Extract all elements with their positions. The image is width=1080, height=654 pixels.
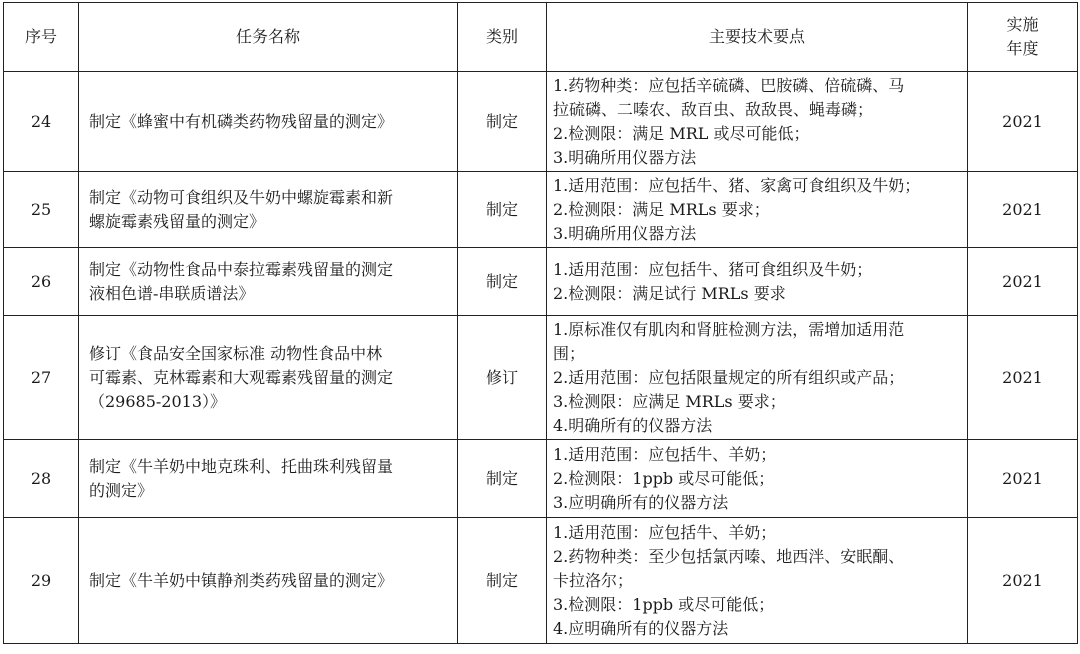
row-no: 28 xyxy=(4,440,79,518)
row-type: 制定 xyxy=(458,248,547,316)
tech-point-line: 卡拉洛尔； xyxy=(553,570,634,590)
row-no: 24 xyxy=(4,72,79,172)
tech-point-line: 4.明确所有的仪器方法 xyxy=(553,415,713,435)
row-year: 2021 xyxy=(968,440,1078,518)
row-tech-points xyxy=(547,440,968,518)
table-row xyxy=(4,172,1078,248)
row-year: 2021 xyxy=(968,72,1078,172)
row-task-name xyxy=(79,172,458,248)
row-year: 2021 xyxy=(968,316,1078,440)
task-name-line: 制定《蜂蜜中有机磷类药物残留量的测定》 xyxy=(89,111,394,131)
table-row xyxy=(4,316,1078,440)
tech-point-line: 3.应明确所有的仪器方法 xyxy=(553,492,729,512)
header-points: 主要技术要点 xyxy=(547,3,968,72)
row-tech-points xyxy=(547,248,968,316)
row-task-name xyxy=(79,72,458,172)
tech-point-line: 1.适用范围：应包括牛、羊奶； xyxy=(553,522,777,542)
tech-point-line: 2.检测限：1ppb 或尽可能低； xyxy=(553,468,775,488)
row-tech-points xyxy=(547,316,968,440)
row-no: 26 xyxy=(4,248,79,316)
task-name-line: 制定《动物性食品中泰拉霉素残留量的测定 xyxy=(89,259,394,279)
tech-point-line: 3.明确所用仪器方法 xyxy=(553,147,697,167)
header-task: 任务名称 xyxy=(79,3,458,72)
task-name-line: （29685-2013）》 xyxy=(89,391,227,411)
tech-point-line: 1.原标准仅有肌肉和肾脏检测方法，需增加适用范 xyxy=(553,319,905,339)
task-name-line: 修订《食品安全国家标准 动物性食品中林 xyxy=(89,343,383,363)
header-type: 类别 xyxy=(458,3,547,72)
row-no: 29 xyxy=(4,518,79,644)
tech-point-line: 1.适用范围：应包括牛、猪、家禽可食组织及牛奶； xyxy=(553,175,921,195)
tech-point-line: 2.检测限：满足 MRL 或尽可能低； xyxy=(553,123,810,143)
table-row xyxy=(4,248,1078,316)
tech-point-line: 1.药物种类：应包括辛硫磷、巴胺磷、倍硫磷、马 xyxy=(553,75,905,95)
tech-point-line: 1.适用范围：应包括牛、羊奶； xyxy=(553,444,777,464)
task-name-line: 可霉素、克林霉素和大观霉素残留量的测定 xyxy=(89,367,394,387)
row-task-name xyxy=(79,248,458,316)
row-type: 修订 xyxy=(458,316,547,440)
tech-point-line: 2.药物种类：至少包括氯丙嗪、地西泮、安眠酮、 xyxy=(553,546,905,566)
header-year-line1: 实施 xyxy=(1006,15,1039,34)
tech-point-line: 3.明确所用仪器方法 xyxy=(553,223,697,243)
row-tech-points xyxy=(547,72,968,172)
tech-point-line: 围； xyxy=(553,343,586,363)
row-tech-points xyxy=(547,518,968,644)
task-name-line: 制定《动物可食组织及牛奶中螺旋霉素和新 xyxy=(89,187,394,207)
header-year xyxy=(968,3,1078,72)
task-name-line: 制定《牛羊奶中镇静剂类药残留量的测定》 xyxy=(89,570,394,590)
task-name-line: 螺旋霉素残留量的测定》 xyxy=(89,211,266,231)
tech-point-line: 3.检测限：1ppb 或尽可能低； xyxy=(553,594,775,614)
header-row xyxy=(4,3,1078,72)
row-type: 制定 xyxy=(458,72,547,172)
tech-point-line: 拉硫磷、二嗪农、敌百虫、敌敌畏、蝇毒磷； xyxy=(553,99,874,119)
table-row xyxy=(4,518,1078,644)
row-type: 制定 xyxy=(458,172,547,248)
standards-task-table xyxy=(3,2,1078,644)
task-name-line: 的测定》 xyxy=(89,480,154,500)
tech-point-line: 2.检测限：满足 MRLs 要求； xyxy=(553,199,770,219)
row-year: 2021 xyxy=(968,248,1078,316)
table-row xyxy=(4,440,1078,518)
header-no: 序号 xyxy=(4,3,79,72)
task-name-line: 液相色谱-串联质谱法》 xyxy=(89,283,255,303)
tech-point-line: 4.应明确所有的仪器方法 xyxy=(553,618,729,638)
row-year: 2021 xyxy=(968,172,1078,248)
row-year: 2021 xyxy=(968,518,1078,644)
tech-point-line: 1.适用范围：应包括牛、猪可食组织及牛奶； xyxy=(553,259,873,279)
row-type: 制定 xyxy=(458,518,547,644)
row-type: 制定 xyxy=(458,440,547,518)
row-task-name xyxy=(79,440,458,518)
row-no: 27 xyxy=(4,316,79,440)
row-no: 25 xyxy=(4,172,79,248)
tech-point-line: 3.检测限：应满足 MRLs 要求； xyxy=(553,391,786,411)
row-task-name xyxy=(79,518,458,644)
task-name-line: 制定《牛羊奶中地克珠利、托曲珠利残留量 xyxy=(89,456,394,476)
header-year-line2: 年度 xyxy=(1006,39,1039,58)
table-row xyxy=(4,72,1078,172)
tech-point-line: 2.检测限：满足试行 MRLs 要求 xyxy=(553,283,786,303)
row-task-name xyxy=(79,316,458,440)
tech-point-line: 2.适用范围：应包括限量规定的所有组织或产品； xyxy=(553,367,905,387)
row-tech-points xyxy=(547,172,968,248)
